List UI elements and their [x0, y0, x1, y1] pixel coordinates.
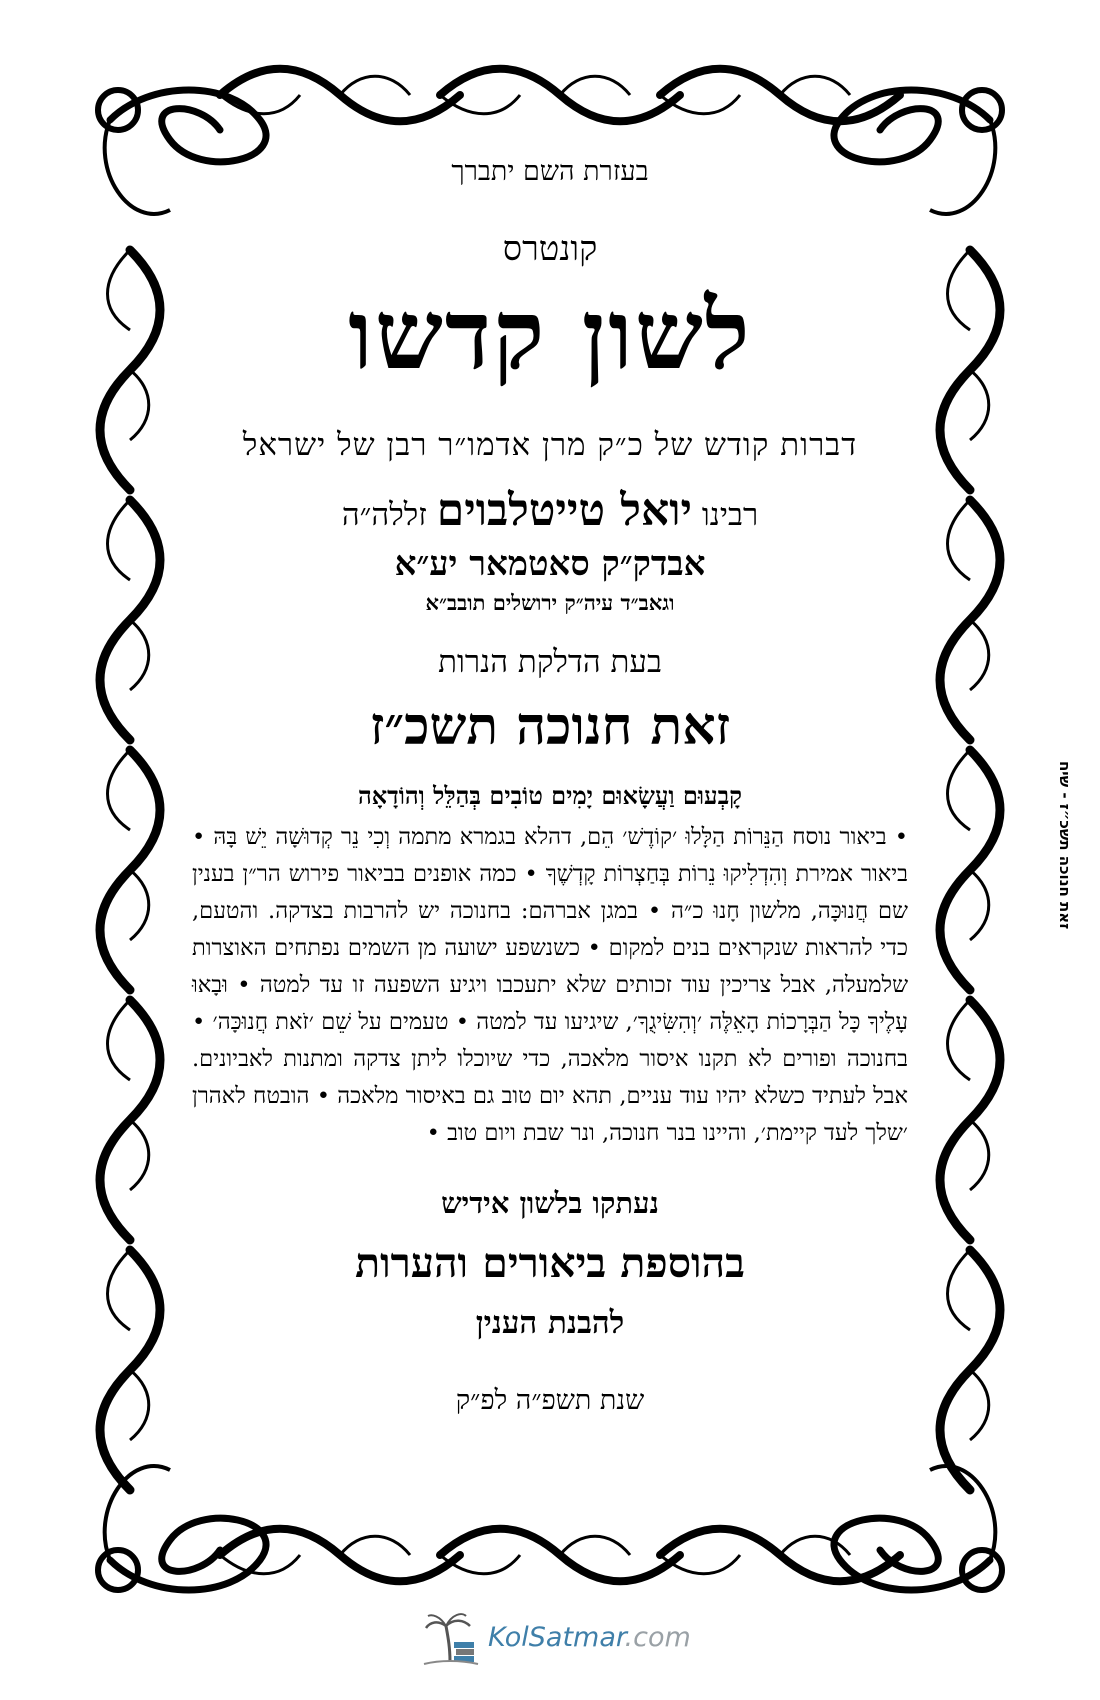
bezras-hashem-line: בעזרת השם יתברך [451, 156, 649, 187]
dvarim-line: דברות קודש של כ״ק מרן אדמו״ר רבן של ישראל [242, 427, 858, 463]
rabbi-name: יואל טייטלבוים [436, 485, 692, 536]
zos-chanukah-heading: זאת חנוכה תשכ״ז [369, 696, 731, 757]
understanding-line: להבנת הענין [475, 1305, 625, 1341]
logo-domain: .com [624, 1622, 691, 1653]
avdak-line: אבדק״ק סאטמאר יע״א [394, 544, 706, 584]
kuntres-label: קונטרס [502, 229, 598, 269]
beis-line: בעת הדלקת הנרות [438, 644, 662, 680]
main-title: לשון קדשו [348, 278, 752, 391]
palm-tree-books-icon [420, 1612, 480, 1668]
rabbi-prefix: רבינו [701, 497, 759, 533]
logo-name: KolSatmar [488, 1622, 625, 1653]
rabbi-line [190, 485, 910, 536]
yiddish-note: נעתקו בלשון אידיש [441, 1186, 659, 1220]
side-label: זאת חנוכה תשכ״ז - שיח [1056, 760, 1074, 930]
logo-wordmark [488, 1622, 691, 1653]
contents-paragraph: • ביאור נוסח הַנֵּרוֹת הַלָּלוּ ׳קוֹדֶשׁ׳ הֵם, דהלא בגמרא מתמה וְכִי נֵר קְדוּשָׁה יֵשׁ בָּהּ • ביאור אמירת וְהִדְלִיקוּ נֵרוֹת בְּחַצְרוֹת קָדְשֶׁךָ • כמה אופנים בביאור פירוש הר״ן בענין שם חֲנוּכָּה, מלשון חָנוּ כ״ה • במגן אברהם: בחנוכה יש להרבות בצדקה. והטעם, כדי להראות שנקראים בנים למקום • כשנשפע ישועה מן השמים נפתחים האוצרות שלמעלה, אבל צריכין עוד זכותים שלא יתעכבו ויגיע השפעה זו עד למטה • וּבָאוּ עָלֶיךָ כָּל הַבְּרָכוֹת הָאֵלֶּה ׳וְהִשִּׂיגֻךָ׳, שיגיעו עד למטה • טעמים על שֵׁם ׳זֹאת חֲנוּכָּה׳ • בחנוכה ופורים לא תקנו איסור מלאכה, כדי שיוכלו ליתן צדקה ומתנות לאביונים. אבל לעתיד כשלא יהיו עוד עניים, תהא יום טוב גם באיסור מלאכה • הובטח לאהרן ׳שלך לעד קיימת׳, והיינו בנר חנוכה, ונר שבת ויום טוב • [192, 824, 908, 1146]
kolsatmar-logo[interactable] [420, 1612, 700, 1668]
additions-line: בהוספת ביאורים והערות [355, 1239, 745, 1287]
vgaavad-line: וגאב״ד עיה״ק ירושלים תובב״א [425, 590, 675, 615]
kavu-line: קָבְעוּם וַעֲשָׂאוּם יָמִים טוֹבִים בְּהַלֵּל וְהוֹדָאָה [357, 781, 743, 810]
rabbi-suffix: זללה״ה [341, 497, 427, 533]
year-line: שנת תשפ״ה לפ״ק [455, 1385, 645, 1416]
title-page [190, 150, 910, 1530]
